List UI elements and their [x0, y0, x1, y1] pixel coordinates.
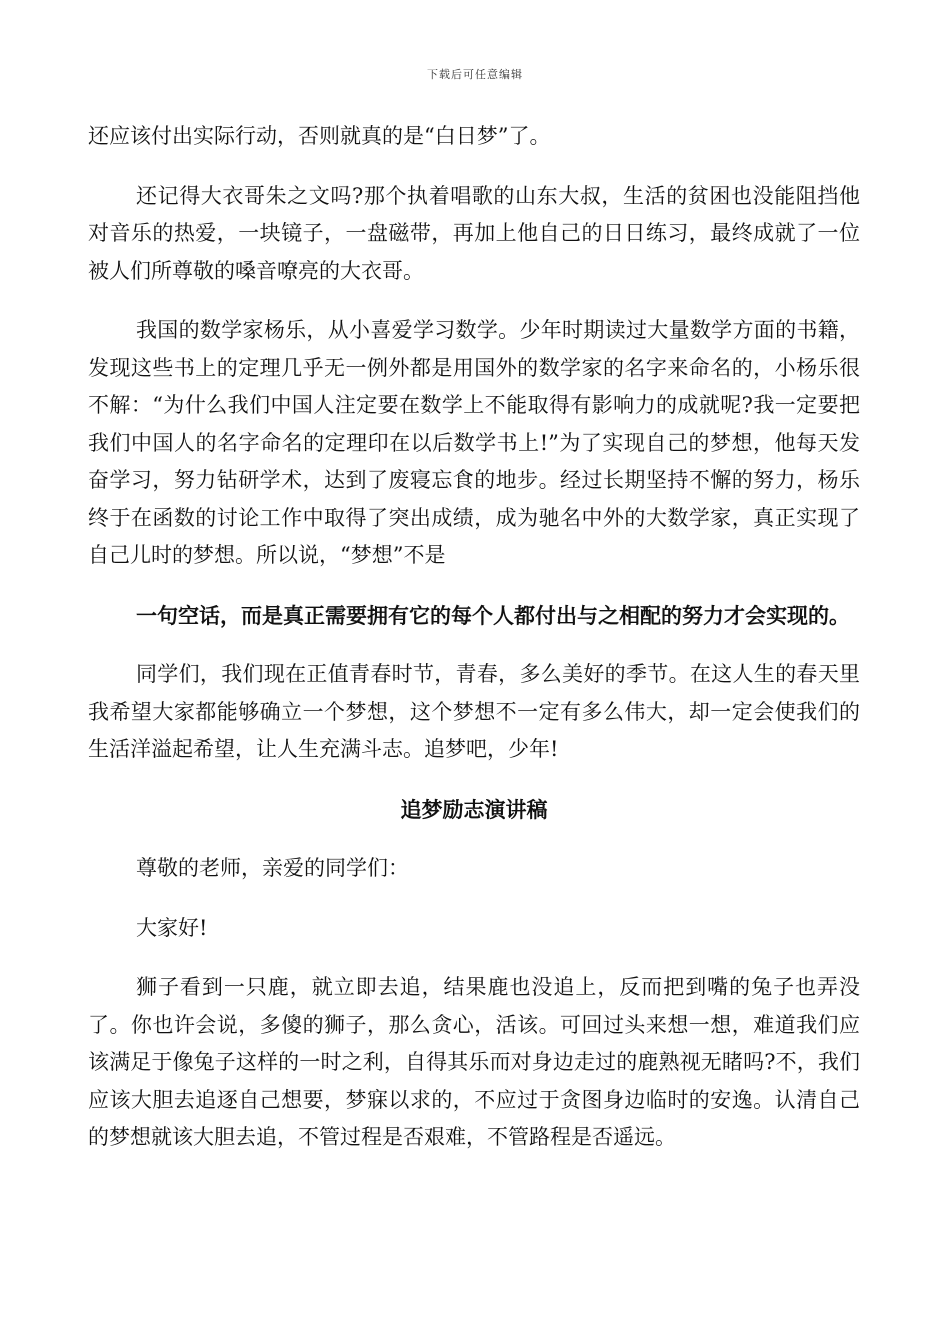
paragraph-dayige: 还记得大衣哥朱之文吗?那个执着唱歌的山东大叔，生活的贫困也没能阻挡他对音乐的热爱，一块镜子，一盘磁带，再加上他自己的日日练习，最终成就了一位被人们所尊敬的嗓音嘹亮的大衣哥。 — [88, 183, 860, 283]
paragraph-continuation: 还应该付出实际行动，否则就真的是“白日梦”了。 — [88, 124, 551, 148]
paragraph-yangle: 我国的数学家杨乐，从小喜爱学习数学。少年时期读过大量数学方面的书籍，发现这些书上的定理几乎无一例外都是用国外的数学家的名字来命名的，小杨乐很不解：“为什么我们中国人注定要在数学上不能取得有影响力的成就呢?我一定要把我们中国人的名字命名的定理印在以后数学书上!”为了实现自己的梦想，他每天发奋学习，努力钻研学术，达到了废寝忘食的地步。经过长期坚持不懈的努力，杨乐终于在函数的讨论工作中取得了突出成绩，成为驰名中外的大数学家，真正实现了自己儿时的梦想。所以说，“梦想”不是 — [88, 318, 860, 567]
paragraph-emphasis: 一句空话，而是真正需要拥有它的每个人都付出与之相配的努力才会实现的。 — [136, 602, 850, 628]
paragraph-youth: 同学们，我们现在正值青春时节，青春，多么美好的季节。在这人生的春天里我希望大家都能够确立一个梦想，这个梦想不一定有多么伟大，却一定会使我们的生活洋溢起希望，让人生充满斗志。追梦吧，少年! — [88, 662, 860, 761]
paragraph-greeting: 大家好! — [136, 915, 208, 940]
paragraph-lion: 狮子看到一只鹿，就立即去追，结果鹿也没追上，反而把到嘴的兔子也弄没了。你也许会说，多傻的狮子，那么贪心，活该。可回过头来想一想，难道我们应该满足于像兔子这样的一时之利，自得其乐而对身边走过的鹿熟视无睹吗?不，我们应该大胆去追逐自己想要，梦寐以求的，不应过于贪图身边临时的安逸。认清自己的梦想就该大胆去追，不管过程是否艰难，不管路程是否遥远。 — [88, 975, 860, 1149]
document-body — [88, 118, 860, 1157]
paragraph-salutation: 尊敬的老师，亲爱的同学们： — [136, 856, 409, 880]
page-header-note: 下载后可任意编辑 — [427, 68, 523, 81]
section-title: 追梦励志演讲稿 — [400, 796, 548, 822]
